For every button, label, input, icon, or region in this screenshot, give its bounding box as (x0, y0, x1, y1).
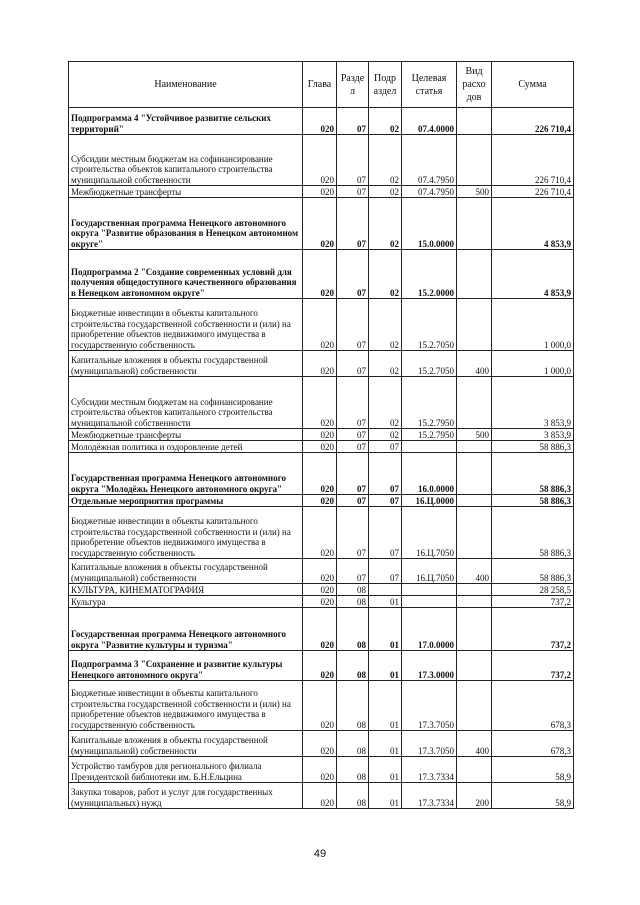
row-article: 15.2.7950 (402, 429, 457, 441)
table-row (69, 559, 574, 584)
row-subsection: 01 (369, 681, 402, 731)
row-expense-type (457, 651, 492, 681)
row-chapter: 020 (303, 757, 337, 783)
page-number: 49 (313, 848, 327, 860)
row-expense-type (457, 495, 492, 507)
table-row (69, 186, 574, 198)
row-chapter: 020 (303, 681, 337, 731)
row-name: Капитальные вложения в объекты государственной (муниципальной) собственности (69, 559, 303, 584)
header-expense-type: Вид расхо дов (457, 62, 492, 108)
row-section: 07 (337, 495, 369, 507)
row-amount: 58 886,3 (492, 453, 574, 495)
table-row (69, 250, 574, 299)
row-article: 15.2.7050 (402, 351, 457, 377)
row-subsection: 02 (369, 377, 402, 429)
row-name: Капитальные вложения в объекты государственной (муниципальной) собственности (69, 351, 303, 377)
row-section: 07 (337, 135, 369, 186)
row-section: 07 (337, 108, 369, 135)
row-section: 07 (337, 377, 369, 429)
header-name: Наименование (69, 62, 303, 108)
header-row (69, 62, 574, 108)
row-article (402, 584, 457, 596)
row-section: 08 (337, 731, 369, 757)
row-amount: 58,9 (492, 783, 574, 809)
row-expense-type: 400 (457, 559, 492, 584)
row-section: 08 (337, 596, 369, 608)
row-chapter: 020 (303, 731, 337, 757)
table-row (69, 135, 574, 186)
header-amount: Сумма (492, 62, 574, 108)
row-name: Культура (69, 596, 303, 608)
row-article: 15.0.0000 (402, 198, 457, 250)
row-name: Молодёжная политика и оздоровление детей (69, 441, 303, 453)
row-chapter: 020 (303, 596, 337, 608)
row-amount: 4 853,9 (492, 250, 574, 299)
table-row (69, 584, 574, 596)
row-expense-type (457, 377, 492, 429)
row-amount: 58 886,3 (492, 559, 574, 584)
row-article: 07.4.0000 (402, 108, 457, 135)
row-name: Межбюджетные трансферты (69, 429, 303, 441)
row-subsection: 01 (369, 731, 402, 757)
row-amount: 678,3 (492, 731, 574, 757)
row-article (402, 441, 457, 453)
row-name: Межбюджетные трансферты (69, 186, 303, 198)
row-chapter: 020 (303, 651, 337, 681)
row-section: 07 (337, 507, 369, 559)
row-subsection: 07 (369, 453, 402, 495)
row-amount: 1 000,0 (492, 299, 574, 351)
row-chapter: 020 (303, 198, 337, 250)
row-chapter: 020 (303, 584, 337, 596)
row-expense-type: 200 (457, 783, 492, 809)
row-chapter: 020 (303, 186, 337, 198)
row-subsection: 02 (369, 108, 402, 135)
row-article: 17.3.7334 (402, 783, 457, 809)
row-chapter: 020 (303, 351, 337, 377)
row-section: 07 (337, 250, 369, 299)
row-chapter: 020 (303, 108, 337, 135)
table-row (69, 351, 574, 377)
row-chapter: 020 (303, 608, 337, 651)
row-expense-type (457, 608, 492, 651)
row-subsection: 07 (369, 441, 402, 453)
row-section: 08 (337, 608, 369, 651)
table-row (69, 596, 574, 608)
header-section: Разде л (337, 62, 369, 108)
row-chapter: 020 (303, 453, 337, 495)
row-section: 07 (337, 453, 369, 495)
row-section: 07 (337, 351, 369, 377)
row-subsection: 01 (369, 608, 402, 651)
table-row (69, 429, 574, 441)
row-article: 17.0.0000 (402, 608, 457, 651)
row-expense-type (457, 198, 492, 250)
table-row (69, 108, 574, 135)
table-row (69, 608, 574, 651)
row-name: Субсидии местным бюджетам на софинансирование строительства объектов капитального строительства муниципальной собственности (69, 135, 303, 186)
table-row (69, 651, 574, 681)
table-row (69, 198, 574, 250)
row-chapter: 020 (303, 495, 337, 507)
row-name: Государственная программа Ненецкого автономного округа "Развитие образования в Ненецком автономном округе" (69, 198, 303, 250)
row-name: Устройство тамбуров для регионального филиала Президентской библиотеки им. Б.Н.Ельцина (69, 757, 303, 783)
row-section: 08 (337, 783, 369, 809)
table-row (69, 757, 574, 783)
row-article: 15.2.7050 (402, 299, 457, 351)
row-article: 16.Ц.0000 (402, 495, 457, 507)
row-name: Капитальные вложения в объекты государственной (муниципальной) собственности (69, 731, 303, 757)
row-chapter: 020 (303, 783, 337, 809)
row-name: Подпрограмма 2 "Создание современных условий для получения общедоступного качественного образования в Ненецком автономном округе" (69, 250, 303, 299)
row-amount: 58,9 (492, 757, 574, 783)
row-subsection (369, 584, 402, 596)
row-subsection: 02 (369, 250, 402, 299)
row-article (402, 596, 457, 608)
row-expense-type: 500 (457, 186, 492, 198)
row-article: 16.0.0000 (402, 453, 457, 495)
row-name: Бюджетные инвестиции в объекты капитального строительства государственной собственности и (или) на приобретение объектов недвижимого имущества в государственную собственность (69, 507, 303, 559)
row-amount: 1 000,0 (492, 351, 574, 377)
table-row (69, 299, 574, 351)
row-article: 07.4.7950 (402, 135, 457, 186)
row-section: 08 (337, 757, 369, 783)
row-section: 08 (337, 651, 369, 681)
table-row (69, 495, 574, 507)
row-amount: 3 853,9 (492, 377, 574, 429)
row-name: Государственная программа Ненецкого автономного округа "Молодёжь Ненецкого автономного округа" (69, 453, 303, 495)
row-expense-type (457, 135, 492, 186)
row-amount: 58 886,3 (492, 507, 574, 559)
row-article: 07.4.7950 (402, 186, 457, 198)
table-row (69, 377, 574, 429)
row-article: 17.3.7050 (402, 681, 457, 731)
row-chapter: 020 (303, 441, 337, 453)
header-subsection: Подр аздел (369, 62, 402, 108)
budget-table (68, 61, 574, 809)
row-expense-type: 400 (457, 351, 492, 377)
row-amount: 28 258,5 (492, 584, 574, 596)
row-expense-type: 500 (457, 429, 492, 441)
row-name: Государственная программа Ненецкого автономного округа "Развитие культуры и туризма" (69, 608, 303, 651)
row-article: 16.Ц.7050 (402, 507, 457, 559)
row-amount: 678,3 (492, 681, 574, 731)
row-subsection: 02 (369, 198, 402, 250)
row-section: 08 (337, 584, 369, 596)
row-subsection: 02 (369, 351, 402, 377)
row-subsection: 01 (369, 783, 402, 809)
row-article: 16.Ц.7050 (402, 559, 457, 584)
row-amount: 226 710,4 (492, 135, 574, 186)
row-subsection: 07 (369, 559, 402, 584)
row-subsection: 02 (369, 135, 402, 186)
row-chapter: 020 (303, 135, 337, 186)
row-chapter: 020 (303, 429, 337, 441)
row-section: 07 (337, 198, 369, 250)
row-expense-type (457, 453, 492, 495)
table-row (69, 441, 574, 453)
row-amount: 3 853,9 (492, 429, 574, 441)
row-subsection: 02 (369, 299, 402, 351)
row-subsection: 02 (369, 186, 402, 198)
row-expense-type (457, 250, 492, 299)
row-expense-type (457, 507, 492, 559)
row-expense-type (457, 681, 492, 731)
row-name: КУЛЬТУРА, КИНЕМАТОГРАФИЯ (69, 584, 303, 596)
row-amount: 737,2 (492, 596, 574, 608)
row-name: Отдельные мероприятия программы (69, 495, 303, 507)
row-expense-type (457, 757, 492, 783)
table-row (69, 681, 574, 731)
row-subsection: 01 (369, 651, 402, 681)
row-amount: 58 886,3 (492, 495, 574, 507)
row-name: Подпрограмма 3 "Сохранение и развитие культуры Ненецкого автономного округа" (69, 651, 303, 681)
row-section: 08 (337, 681, 369, 731)
table-row (69, 453, 574, 495)
row-amount: 737,2 (492, 608, 574, 651)
header-article: Целевая статья (402, 62, 457, 108)
row-subsection: 07 (369, 495, 402, 507)
row-article: 17.3.0000 (402, 651, 457, 681)
row-amount: 226 710,4 (492, 108, 574, 135)
row-expense-type (457, 584, 492, 596)
row-expense-type: 400 (457, 731, 492, 757)
row-subsection: 02 (369, 429, 402, 441)
table-row (69, 507, 574, 559)
row-chapter: 020 (303, 250, 337, 299)
table-row (69, 783, 574, 809)
table-row (69, 731, 574, 757)
row-article: 17.3.7334 (402, 757, 457, 783)
row-name: Бюджетные инвестиции в объекты капитального строительства государственной собственности и (или) на приобретение объектов недвижимого имущества в государственную собственность (69, 681, 303, 731)
row-article: 17.3.7050 (402, 731, 457, 757)
row-amount: 737,2 (492, 651, 574, 681)
row-amount: 58 886,3 (492, 441, 574, 453)
row-section: 07 (337, 559, 369, 584)
row-expense-type (457, 596, 492, 608)
row-expense-type (457, 441, 492, 453)
row-subsection: 01 (369, 757, 402, 783)
row-chapter: 020 (303, 299, 337, 351)
row-amount: 4 853,9 (492, 198, 574, 250)
row-expense-type (457, 299, 492, 351)
row-name: Подпрограмма 4 "Устойчивое развитие сельских территорий" (69, 108, 303, 135)
row-subsection: 07 (369, 507, 402, 559)
row-section: 07 (337, 186, 369, 198)
row-name: Субсидии местным бюджетам на софинансирование строительства объектов капитального строительства муниципальной собственности (69, 377, 303, 429)
row-article: 15.2.0000 (402, 250, 457, 299)
row-chapter: 020 (303, 377, 337, 429)
row-name: Закупка товаров, работ и услуг для государственных (муниципальных) нужд (69, 783, 303, 809)
row-section: 07 (337, 441, 369, 453)
row-subsection: 01 (369, 596, 402, 608)
header-chapter: Глава (303, 62, 337, 108)
row-article: 15.2.7950 (402, 377, 457, 429)
row-expense-type (457, 108, 492, 135)
row-chapter: 020 (303, 507, 337, 559)
row-chapter: 020 (303, 559, 337, 584)
row-name: Бюджетные инвестиции в объекты капитального строительства государственной собственности и (или) на приобретение объектов недвижимого имущества в государственную собственность (69, 299, 303, 351)
row-section: 07 (337, 429, 369, 441)
row-amount: 226 710,4 (492, 186, 574, 198)
row-section: 07 (337, 299, 369, 351)
